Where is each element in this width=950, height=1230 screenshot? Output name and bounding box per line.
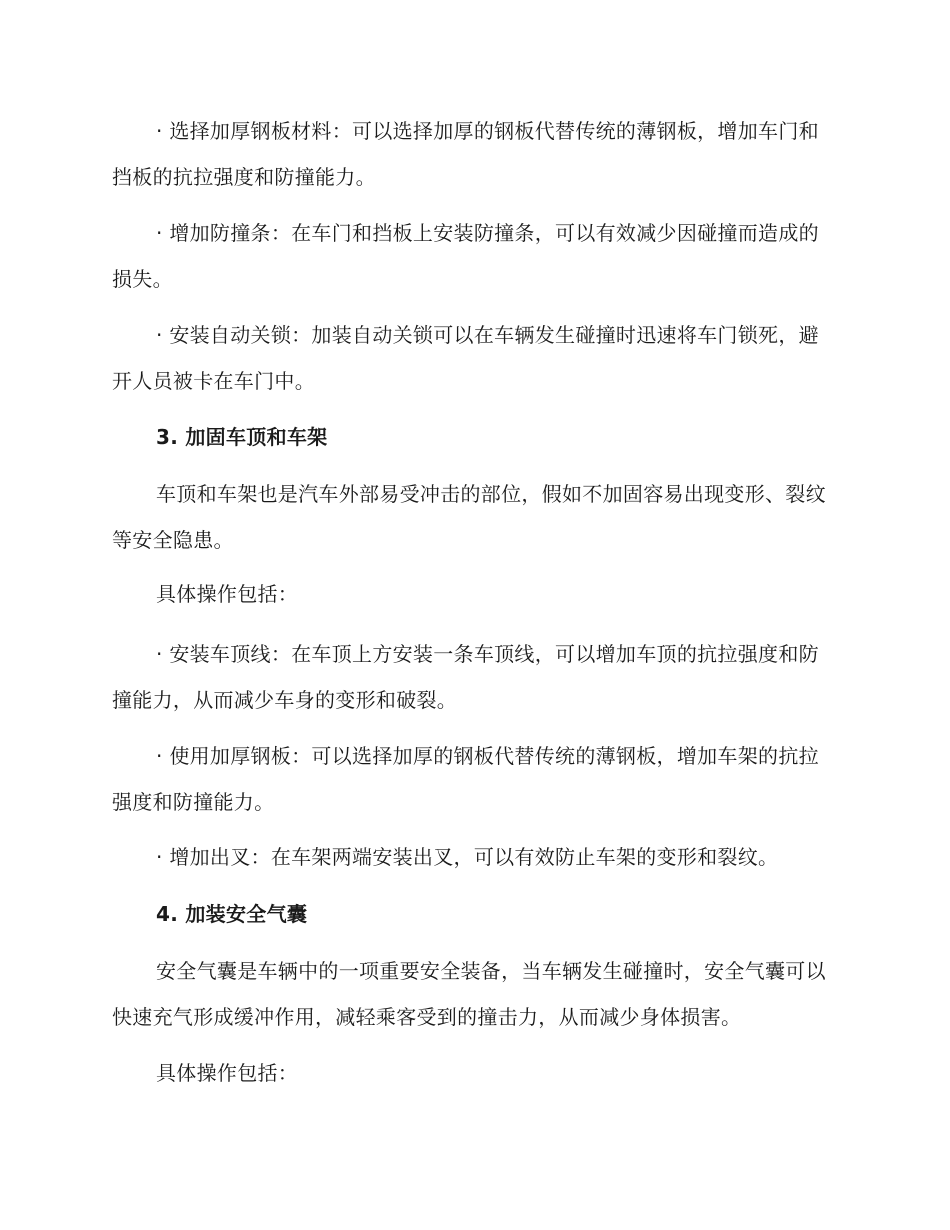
bullet-roof-line: · 安装车顶线：在车顶上方安装一条车顶线，可以增加车顶的抗拉强度和防撞能力，从而减少车身的变形和破裂。 (112, 642, 819, 712)
paragraph-airbag-intro: 安全气囊是车辆中的一项重要安全装备，当车辆发生碰撞时，安全气囊可以快速充气形成缓冲作用，减轻乘客受到的撞击力，从而减少身体损害。 (112, 959, 826, 1029)
bullet-thick-steel-door: · 选择加厚钢板材料：可以选择加厚的钢板代替传统的薄钢板，增加车门和挡板的抗拉强度和防撞能力。 (112, 119, 819, 189)
bullet-thick-steel-frame: · 使用加厚钢板：可以选择加厚的钢板代替传统的薄钢板，增加车架的抗拉强度和防撞能力。 (112, 744, 819, 814)
bullet-fork: · 增加出叉：在车架两端安装出叉，可以有效防止车架的变形和裂纹。 (156, 845, 779, 869)
paragraph-operations-label: 具体操作包括： (156, 582, 299, 606)
section-heading-airbag: 4. 加装安全气囊 (156, 902, 308, 926)
section-heading-roof-frame: 3. 加固车顶和车架 (156, 425, 328, 449)
bullet-auto-lock: · 安装自动关锁：加装自动关锁可以在车辆发生碰撞时迅速将车门锁死，避开人员被卡在车门中。 (112, 323, 819, 393)
paragraph-roof-frame-intro: 车顶和车架也是汽车外部易受冲击的部位，假如不加固容易出现变形、裂纹等安全隐患。 (112, 482, 826, 552)
paragraph-operations-label-2: 具体操作包括： (156, 1061, 299, 1085)
bullet-anti-collision-strip: · 增加防撞条：在车门和挡板上安装防撞条，可以有效减少因碰撞而造成的损失。 (112, 221, 819, 291)
